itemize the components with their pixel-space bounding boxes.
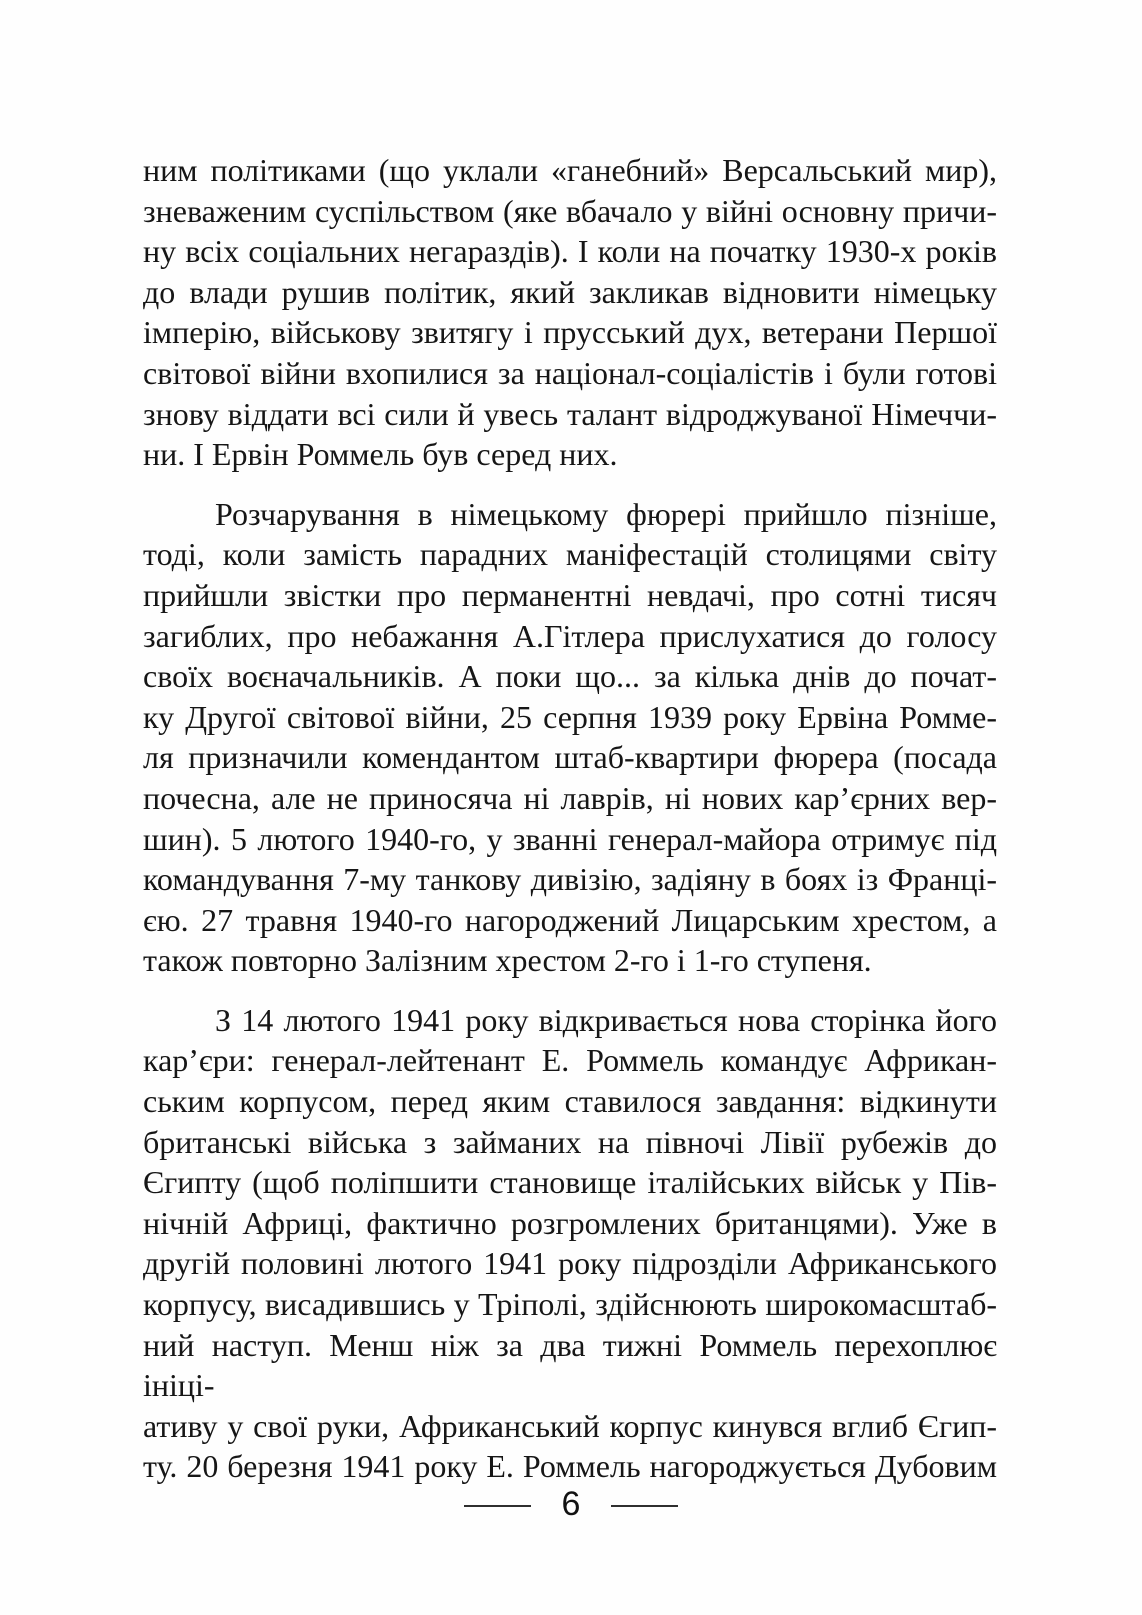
- text-line: ським корпусом, перед яким ставилося завдання: відкинути: [143, 1083, 997, 1120]
- text-line: ативу у свої руки, Африканський корпус кинувся вглиб Єгип-: [143, 1407, 997, 1444]
- text-line: загиблих, про небажання А.Гітлера прислухатися до голосу: [143, 617, 997, 654]
- footer-left-rule: [464, 1505, 531, 1507]
- text-line: ту. 20 березня 1941 року Е. Роммель нагороджується Дубовим: [143, 1448, 997, 1485]
- text-line: З 14 лютого 1941 року відкривається нова сторінка його: [215, 1001, 997, 1038]
- text-line: Розчарування в німецькому фюрері прийшло пізніше,: [215, 495, 997, 532]
- text-line: ку Другої світової війни, 25 серпня 1939 року Ервіна Ромме-: [143, 698, 997, 735]
- text-line: до влади рушив політик, який закликав відновити німецьку: [143, 273, 997, 310]
- text-line: знову віддати всі сили й увесь талант відроджуваної Німеччи-: [143, 395, 997, 432]
- text-line: британські війська з займаних на півночі Лівії рубежів до: [143, 1123, 997, 1160]
- page-text-block: [143, 150, 997, 1487]
- text-line: ну всіх соціальних негараздів). І коли на початку 1930-х років: [143, 233, 997, 270]
- page-number: 6: [561, 1485, 581, 1523]
- text-line: Єгипту (щоб поліпшити становище італійських військ у Пів-: [143, 1164, 997, 1201]
- text-line: ний наступ. Менш ніж за два тижні Роммель перехоплює ініці-: [143, 1326, 997, 1404]
- text-line: корпусу, висадившись у Тріполі, здійснюють широкомасштаб-: [143, 1286, 997, 1323]
- text-line: почесна, але не приносяча ні лаврів, ні нових кар’єрних вер-: [143, 779, 997, 816]
- page-footer: [0, 1485, 1142, 1523]
- text-line: ни. І Ервін Роммель був серед них.: [143, 436, 618, 473]
- text-line: другій половині лютого 1941 року підрозділи Африканського: [143, 1245, 997, 1282]
- text-line: кар’єри: генерал-лейтенант Е. Роммель командує Африкан-: [143, 1042, 997, 1079]
- text-line: ля призначили комендантом штаб-квартири фюрера (посада: [143, 739, 997, 776]
- text-line: імперію, військову звитягу і прусський дух, ветерани Першої: [143, 314, 997, 351]
- paragraph: [143, 1000, 997, 1487]
- text-line: нічній Африці, фактично розгромлених британцями). Уже в: [143, 1204, 997, 1241]
- text-line: шин). 5 лютого 1940-го, у званні генерал-майора отримує під: [143, 820, 997, 857]
- paragraph: [143, 494, 997, 981]
- text-line: командування 7-му танкову дивізію, задіяну в боях із Франці-: [143, 861, 997, 898]
- text-line: єю. 27 травня 1940-го нагороджений Лицарським хрестом, а: [143, 901, 997, 938]
- paragraph: [143, 150, 997, 475]
- text-line: своїх воєначальників. А поки що... за кілька днів до почат-: [143, 658, 997, 695]
- text-line: прийшли звістки про перманентні невдачі, про сотні тисяч: [143, 576, 997, 613]
- text-line: світової війни вхопилися за націонал-соціалістів і були готові: [143, 354, 997, 391]
- text-line: тоді, коли замість парадних маніфестацій столицями світу: [143, 536, 997, 573]
- text-line: також повторно Залізним хрестом 2-го і 1-го ступеня.: [143, 942, 872, 979]
- text-line: ним політиками (що уклали «ганебний» Версальський мир),: [143, 152, 997, 188]
- footer-right-rule: [611, 1505, 678, 1507]
- text-line: зневаженим суспільством (яке вбачало у війні основну причи-: [143, 192, 997, 229]
